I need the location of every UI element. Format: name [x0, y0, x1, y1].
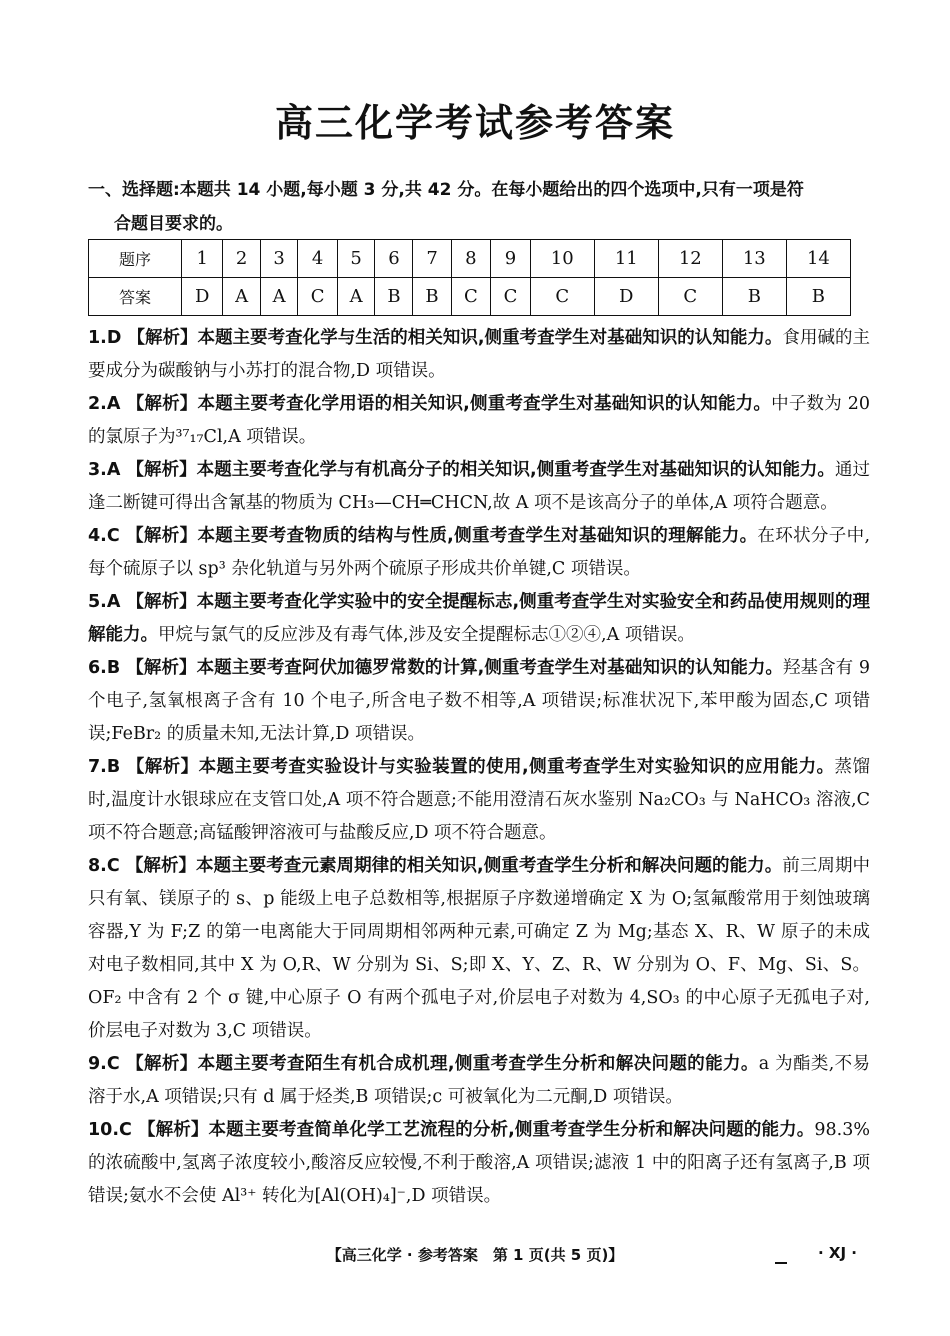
question-number: 2	[223, 240, 260, 278]
explanation-text: a 为酯类,不易溶于水,A 项错误;只有 d 属于烃类,B 项错误;c 可被氧化为二元酮,D 项错误。	[88, 1054, 870, 1107]
explanation-heading: 6.B 【解析】本题主要考查阿伏加德罗常数的计算,侧重考查学生对基础知识的认知能力。	[88, 658, 783, 678]
question-number: 1	[182, 240, 223, 278]
explanation-text: 前三周期中只有氧、镁原子的 s、p 能级上电子总数相等,根据原子序数递增确定 X 为 O;氢氟酸常用于刻蚀玻璃容器,Y 为 F;Z 的第一电离能大于同周期相邻两种元素,可确定 Z 为 Mg;基态 X、R、W 原子的未成对电子数相同,其中 X 为 O,R、W 分别为 Si、S;即 X、Y、Z、R、W 分别为 O、F、Mg、Si、S。OF₂ 中含有 2 个 σ 键,中心原子 O 有两个孤电子对,价层电子对数为 4,SO₃ 的中心原子无孤电子对,价层电子对数为 3,C 项错误。	[88, 856, 871, 1041]
explanation-item	[88, 850, 870, 1048]
explanation-heading: 3.A 【解析】本题主要考查化学与有机高分子的相关知识,侧重考查学生对基础知识的认知能力。	[88, 460, 835, 480]
explanation-text: 蒸馏时,温度计水银球应在支管口处,A 项不符合题意;不能用澄清石灰水鉴别 Na₂CO₃ 与 NaHCO₃ 溶液,C 项不符合题意;高锰酸钾溶液可与盐酸反应,D 项不符合题意。	[88, 757, 870, 843]
answer-row	[89, 278, 851, 316]
question-number: 11	[594, 240, 658, 278]
question-number: 3	[260, 240, 297, 278]
answer-cell: A	[260, 278, 297, 316]
question-number: 7	[413, 240, 451, 278]
explanation-text: 通过逢二断键可得出含氰基的物质为 CH₃—CH═CHCN,故 A 项不是该高分子的单体,A 项符合题意。	[88, 460, 870, 513]
row-label-answer: 答案	[89, 278, 182, 316]
answer-table	[88, 239, 851, 316]
answer-cell: C	[491, 278, 531, 316]
explanation-item	[88, 751, 870, 850]
explanation-item	[88, 454, 870, 520]
section-heading-line1: 一、选择题:本题共 14 小题,每小题 3 分,共 42 分。在每小题给出的四个选项中,只有一项是符	[88, 180, 804, 200]
explanation-heading: 7.B 【解析】本题主要考查实验设计与实验装置的使用,侧重考查学生对实验知识的应用能力。	[88, 757, 835, 777]
answer-cell: A	[337, 278, 374, 316]
explanation-heading: 10.C 【解析】本题主要考查简单化学工艺流程的分析,侧重考查学生分析和解决问题的能力。	[88, 1120, 815, 1140]
answer-cell: A	[223, 278, 260, 316]
footer-dash	[775, 1262, 787, 1264]
question-number: 8	[451, 240, 491, 278]
explanation-text: 中子数为 20 的氯原子为³⁷₁₇Cl,A 项错误。	[88, 394, 870, 447]
question-number: 5	[337, 240, 374, 278]
explanation-item	[88, 1114, 870, 1213]
question-number: 9	[491, 240, 531, 278]
explanation-heading: 9.C 【解析】本题主要考查陌生有机合成机理,侧重考查学生分析和解决问题的能力。	[88, 1054, 759, 1074]
question-number: 4	[298, 240, 338, 278]
answer-cell: C	[658, 278, 722, 316]
answer-cell: C	[451, 278, 491, 316]
question-number: 13	[722, 240, 786, 278]
explanation-heading: 8.C 【解析】本题主要考查元素周期律的相关知识,侧重考查学生分析和解决问题的能力。	[88, 856, 783, 876]
question-number: 10	[530, 240, 594, 278]
section-heading-line2: 合题目要求的。	[114, 214, 233, 234]
page-title: 高三化学考试参考答案	[274, 101, 675, 145]
explanation-text: 羟基含有 9 个电子,氢氧根离子含有 10 个电子,所含电子数不相等,A 项错误;标准状况下,苯甲酸为固态,C 项错误;FeBr₂ 的质量未知,无法计算,D 项错误。	[88, 658, 870, 744]
explanation-heading: 4.C 【解析】本题主要考查物质的结构与性质,侧重考查学生对基础知识的理解能力。	[88, 526, 758, 546]
answer-cell: D	[182, 278, 223, 316]
answer-cell: C	[298, 278, 338, 316]
question-number-row	[89, 240, 851, 278]
explanation-text: 甲烷与氯气的反应涉及有毒气体,涉及安全提醒标志①②④,A 项错误。	[158, 625, 695, 645]
answer-cell: D	[594, 278, 658, 316]
explanation-item	[88, 586, 870, 652]
answer-cell: B	[375, 278, 413, 316]
question-number: 12	[658, 240, 722, 278]
row-label-number: 题序	[89, 240, 182, 278]
question-number: 14	[786, 240, 850, 278]
question-number: 6	[375, 240, 413, 278]
answer-cell: B	[722, 278, 786, 316]
answer-cell: C	[530, 278, 594, 316]
explanation-list	[88, 322, 870, 1213]
section-heading	[88, 173, 868, 241]
explanation-item	[88, 652, 870, 751]
page-footer: 【高三化学 · 参考答案 第 1 页(共 5 页)】	[326, 1246, 624, 1264]
edition-code: · XJ ·	[818, 1244, 857, 1262]
explanation-heading: 2.A 【解析】本题主要考查化学用语的相关知识,侧重考查学生对基础知识的认知能力。	[88, 394, 772, 414]
answer-cell: B	[413, 278, 451, 316]
explanation-item	[88, 520, 870, 586]
explanation-text: 在环状分子中,每个硫原子以 sp³ 杂化轨道与另外两个硫原子形成共价单键,C 项错误。	[88, 526, 871, 579]
explanation-item	[88, 388, 870, 454]
explanation-heading: 5.A 【解析】本题主要考查化学实验中的安全提醒标志,侧重考查学生对实验安全和药品使用规则的理解能力。	[88, 592, 870, 645]
explanation-item	[88, 322, 870, 388]
explanation-text: 98.3%的浓硫酸中,氢离子浓度较小,酸溶反应较慢,不利于酸溶,A 项错误;滤液 1 中的阳离子还有氢离子,B 项错误;氨水不会使 Al³⁺ 转化为[Al(OH)₄]⁻,D 项错误。	[88, 1120, 870, 1206]
explanation-heading: 1.D 【解析】本题主要考查化学与生活的相关知识,侧重考查学生对基础知识的认知能力。	[88, 328, 783, 348]
explanation-item	[88, 1048, 870, 1114]
answer-cell: B	[786, 278, 850, 316]
explanation-text: 食用碱的主要成分为碳酸钠与小苏打的混合物,D 项错误。	[88, 328, 871, 381]
